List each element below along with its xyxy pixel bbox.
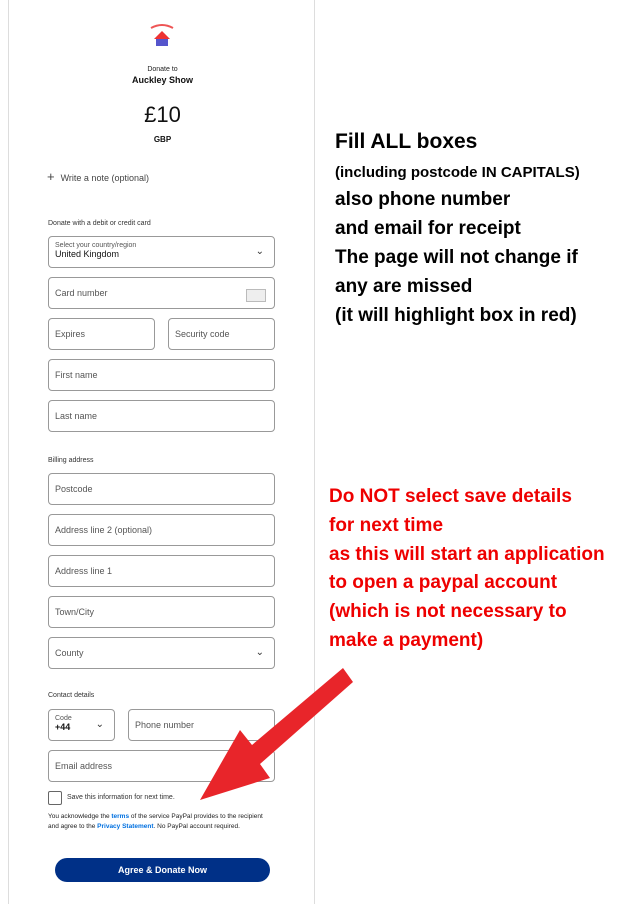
legal-text	[48, 812, 273, 832]
legal-c: . No PayPal account required.	[153, 823, 240, 830]
instruction-line: also phone number	[335, 189, 511, 210]
instruction-line: any are missed	[335, 276, 473, 297]
warning-line: (which is not necessary to	[329, 601, 567, 622]
warning-line: for next time	[329, 515, 444, 536]
country-select[interactable]	[48, 236, 275, 268]
save-info-checkbox[interactable]	[48, 791, 62, 805]
warning-line: to open a paypal account	[329, 572, 558, 593]
plus-icon: +	[47, 169, 55, 184]
chevron-down-icon: ⌄	[255, 647, 264, 658]
card-number-input[interactable]	[48, 277, 275, 309]
country-code-select[interactable]	[48, 709, 115, 741]
address-line2-input[interactable]	[48, 514, 275, 546]
country-value: United Kingdom	[55, 249, 120, 259]
card-icon	[246, 289, 266, 302]
org-name: Auckley Show	[131, 75, 194, 85]
email-placeholder: Email address	[55, 761, 113, 771]
security-placeholder: Security code	[175, 329, 230, 339]
first-name-input[interactable]	[48, 359, 275, 391]
legal-a: You acknowledge the	[48, 813, 112, 820]
security-code-input[interactable]	[168, 318, 275, 350]
chevron-down-icon: ⌄	[95, 719, 104, 730]
country-label: Select your country/region	[55, 242, 137, 249]
code-label: Code	[55, 715, 72, 722]
billing-section-label: Billing address	[48, 457, 94, 464]
legal-b: of the service PayPal provides to the recipient and agree to the	[48, 813, 263, 830]
postcode-placeholder: Postcode	[55, 484, 93, 494]
instruction-line: (it will highlight box in red)	[335, 305, 577, 326]
postcode-input[interactable]	[48, 473, 275, 505]
write-note-link[interactable]	[47, 169, 149, 184]
auckley-show-logo	[147, 22, 177, 48]
last-name-input[interactable]	[48, 400, 275, 432]
town-placeholder: Town/City	[55, 607, 95, 617]
instruction-line: The page will not change if	[335, 247, 578, 268]
agree-donate-button[interactable]: Agree & Donate Now	[55, 858, 270, 882]
card-section-label: Donate with a debit or credit card	[48, 220, 151, 227]
contact-section-label: Contact details	[48, 692, 95, 699]
instruction-line: and email for receipt	[335, 218, 521, 239]
line2-placeholder: Address line 2 (optional)	[55, 525, 153, 535]
warning-line: Do NOT select save details	[329, 486, 572, 507]
warning-line: make a payment)	[329, 630, 484, 651]
code-value: +44	[55, 722, 71, 732]
expires-input[interactable]	[48, 318, 155, 350]
warning-line: as this will start an application	[329, 544, 605, 565]
write-note-label: Write a note (optional)	[60, 173, 149, 183]
currency: GBP	[153, 135, 172, 144]
privacy-link[interactable]: Privacy Statement	[97, 823, 154, 830]
town-input[interactable]	[48, 596, 275, 628]
card-number-placeholder: Card number	[55, 288, 108, 298]
county-placeholder: County	[55, 648, 84, 658]
terms-link[interactable]: terms	[111, 813, 130, 820]
red-arrow-icon	[190, 660, 360, 810]
amount: £10	[144, 102, 181, 127]
chevron-down-icon: ⌄	[255, 246, 264, 257]
save-info-label: Save this information for next time.	[67, 794, 175, 801]
address-line1-input[interactable]	[48, 555, 275, 587]
phone-placeholder: Phone number	[135, 720, 195, 730]
first-name-placeholder: First name	[55, 370, 98, 380]
line1-placeholder: Address line 1	[55, 566, 113, 576]
instruction-line: Fill ALL boxes	[335, 130, 478, 153]
expires-placeholder: Expires	[55, 329, 86, 339]
instruction-line: (including postcode IN CAPITALS)	[335, 164, 580, 181]
donate-to-label: Donate to	[147, 66, 178, 73]
last-name-placeholder: Last name	[55, 411, 98, 421]
